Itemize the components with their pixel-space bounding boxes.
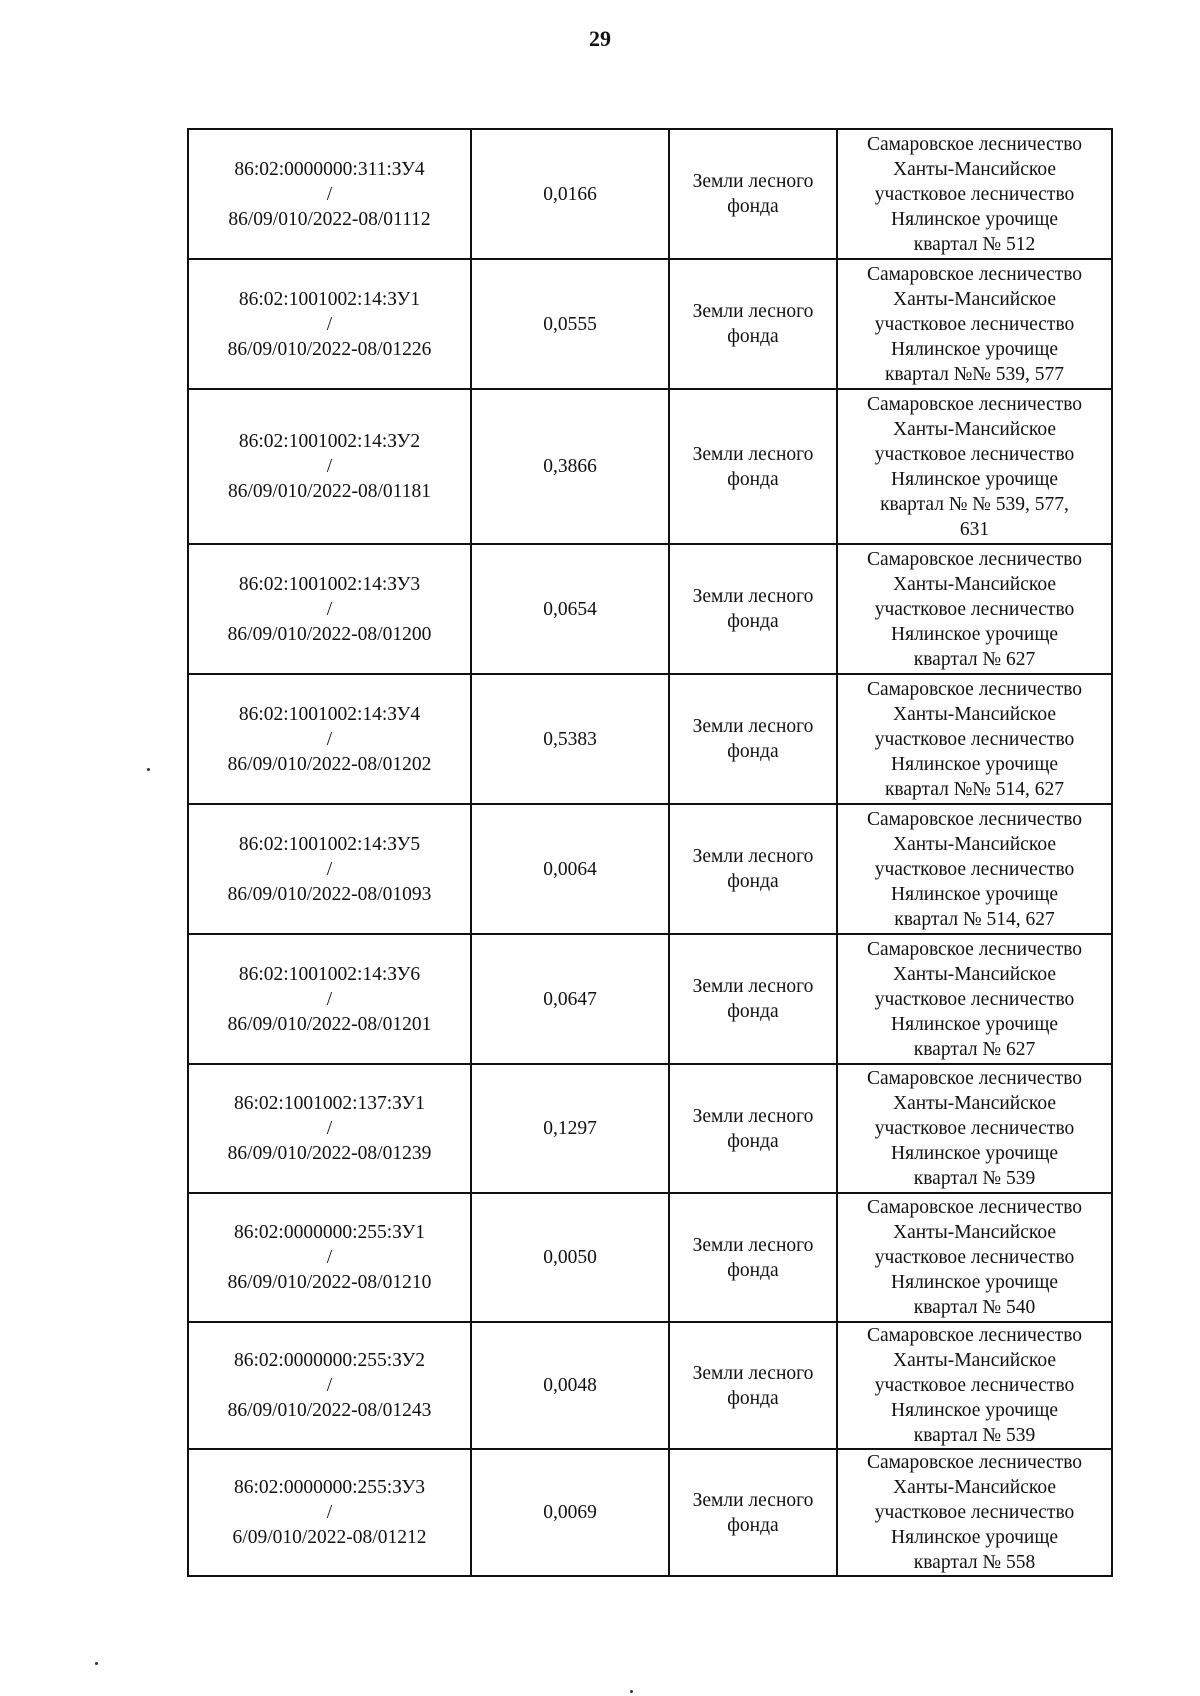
- page-number: 29: [589, 26, 611, 51]
- area-cell: 0,3866: [471, 389, 669, 544]
- registry-number: 86/09/010/2022-08/01226: [227, 338, 432, 360]
- cadastral-number: 86:02:1001002:137:ЗУ1: [233, 1093, 425, 1114]
- location-line: участковое лесничество: [874, 858, 1075, 880]
- location-line: участковое лесничество: [874, 1247, 1075, 1268]
- location-line: Самаровское лесничество: [866, 1197, 1083, 1218]
- area-cell: 0,0064: [471, 804, 669, 934]
- area-cell: 0,0166: [471, 129, 669, 259]
- location-line: квартал № 512: [913, 233, 1036, 255]
- cadastral-number: 86:02:1001002:14:ЗУ2: [238, 431, 421, 452]
- land-category-line: Земли лесного: [692, 976, 814, 997]
- location-line: квартал № 627: [913, 1038, 1036, 1060]
- location-line: Самаровское лесничество: [866, 133, 1083, 155]
- location-line: Ханты-Мансийское: [892, 1350, 1057, 1371]
- registry-number: 86/09/010/2022-08/01181: [228, 481, 431, 502]
- separator-slash: /: [326, 728, 333, 750]
- location-line: Самаровское лесничество: [866, 1068, 1083, 1089]
- cadastral-number-cell: [188, 674, 471, 804]
- location-cell: [837, 129, 1112, 259]
- location-cell: [837, 544, 1112, 674]
- location-line: Нялинское урочище: [891, 753, 1058, 775]
- land-category-cell: [669, 389, 837, 544]
- scan-speck: [147, 768, 150, 771]
- location-line: Самаровское лесничество: [866, 678, 1083, 700]
- location-cell: [837, 934, 1112, 1064]
- location-cell: [837, 804, 1112, 934]
- separator-slash: /: [326, 313, 333, 335]
- land-category-line: Земли лесного: [692, 1234, 814, 1256]
- separator-slash: /: [326, 1375, 333, 1396]
- land-category-cell: [669, 934, 837, 1064]
- location-line: 631: [959, 518, 990, 540]
- separator-slash: /: [326, 456, 333, 477]
- location-line: Ханты-Мансийское: [892, 963, 1057, 985]
- location-line: Ханты-Мансийское: [892, 418, 1057, 440]
- location-line: квартал № 539: [913, 1425, 1036, 1446]
- land-category-line: фонда: [727, 611, 779, 632]
- area-cell: 0,0647: [471, 934, 669, 1064]
- table-row: [188, 674, 1112, 804]
- registry-number: 86/09/010/2022-08/01201: [227, 1013, 432, 1035]
- location-cell: [837, 1064, 1112, 1193]
- location-line: Самаровское лесничество: [866, 548, 1083, 570]
- area-cell: 0,0050: [471, 1193, 669, 1322]
- location-line: участковое лесничество: [874, 728, 1075, 750]
- land-category-cell: [669, 804, 837, 934]
- land-category-line: Земли лесного: [692, 1489, 814, 1511]
- land-category-cell: [669, 1449, 837, 1576]
- land-category-cell: [669, 1322, 837, 1449]
- area-cell: 0,5383: [471, 674, 669, 804]
- registry-number: 86/09/010/2022-08/01093: [227, 883, 432, 905]
- cadastral-number-cell: [188, 129, 471, 259]
- land-category-line: фонда: [727, 468, 779, 490]
- land-plots-table: [187, 128, 1113, 1577]
- registry-number: 86/09/010/2022-08/01202: [227, 753, 432, 775]
- location-line: Самаровское лесничество: [866, 263, 1083, 285]
- location-line: Ханты-Мансийское: [892, 158, 1057, 180]
- location-cell: [837, 259, 1112, 389]
- table-row: [188, 389, 1112, 544]
- table-row: [188, 934, 1112, 1064]
- location-line: квартал № 539: [913, 1168, 1036, 1189]
- cadastral-number-cell: [188, 934, 471, 1064]
- land-category-cell: [669, 674, 837, 804]
- cadastral-number: 86:02:0000000:255:ЗУ1: [233, 1222, 425, 1243]
- location-line: участковое лесничество: [874, 1375, 1075, 1396]
- location-cell: [837, 389, 1112, 544]
- land-category-line: фонда: [727, 1259, 779, 1281]
- cadastral-number-cell: [188, 544, 471, 674]
- land-category-line: фонда: [727, 741, 779, 762]
- location-line: участковое лесничество: [874, 183, 1075, 205]
- land-category-line: фонда: [727, 196, 779, 217]
- cadastral-number-cell: [188, 389, 471, 544]
- land-category-line: Земли лесного: [692, 1105, 814, 1127]
- land-category-line: фонда: [727, 1514, 779, 1536]
- location-line: Ханты-Мансийское: [892, 1093, 1057, 1114]
- table-row: [188, 804, 1112, 934]
- location-line: Нялинское урочище: [891, 338, 1058, 360]
- cadastral-number: 86:02:1001002:14:ЗУ4: [238, 703, 421, 725]
- area-cell: 0,0654: [471, 544, 669, 674]
- cadastral-number: 86:02:0000000:255:ЗУ2: [233, 1350, 425, 1371]
- cadastral-number-cell: [188, 1322, 471, 1449]
- location-line: Ханты-Мансийское: [892, 1477, 1057, 1498]
- location-line: Нялинское урочище: [891, 1013, 1058, 1035]
- separator-slash: /: [326, 1502, 333, 1523]
- location-line: Нялинское урочище: [891, 208, 1058, 230]
- location-line: квартал №№ 514, 627: [884, 778, 1065, 800]
- land-category-line: Земли лесного: [692, 301, 814, 322]
- location-line: участковое лесничество: [874, 988, 1075, 1010]
- location-cell: [837, 1193, 1112, 1322]
- location-line: квартал № 627: [913, 648, 1036, 670]
- registry-number: 86/09/010/2022-08/01243: [227, 1400, 432, 1421]
- table-row: [188, 1449, 1112, 1576]
- land-category-line: фонда: [727, 1001, 779, 1022]
- registry-number: 86/09/010/2022-08/01210: [227, 1272, 432, 1293]
- separator-slash: /: [326, 1118, 333, 1139]
- location-line: Самаровское лесничество: [866, 938, 1083, 960]
- separator-slash: /: [326, 183, 333, 205]
- land-category-line: фонда: [727, 1130, 779, 1152]
- scan-speck: [95, 1662, 98, 1665]
- location-line: участковое лесничество: [874, 1502, 1075, 1523]
- land-category-line: Земли лесного: [692, 443, 814, 465]
- cadastral-number-cell: [188, 804, 471, 934]
- land-category-line: фонда: [727, 326, 779, 347]
- location-line: Ханты-Мансийское: [892, 833, 1057, 855]
- separator-slash: /: [326, 858, 333, 880]
- registry-number: 6/09/010/2022-08/01212: [232, 1527, 427, 1548]
- cadastral-number-cell: [188, 1193, 471, 1322]
- land-category-line: Земли лесного: [692, 716, 814, 737]
- cadastral-number: 86:02:1001002:14:ЗУ5: [238, 833, 421, 855]
- cadastral-number-cell: [188, 1064, 471, 1193]
- area-cell: 0,0069: [471, 1449, 669, 1576]
- area-cell: 0,0048: [471, 1322, 669, 1449]
- land-category-line: Земли лесного: [692, 171, 814, 192]
- location-line: квартал № 514, 627: [894, 908, 1055, 930]
- table-row: [188, 544, 1112, 674]
- separator-slash: /: [326, 988, 333, 1010]
- land-category-cell: [669, 129, 837, 259]
- land-category-cell: [669, 259, 837, 389]
- table-row: [188, 1193, 1112, 1322]
- land-category-cell: [669, 1193, 837, 1322]
- cadastral-number-cell: [188, 1449, 471, 1576]
- registry-number: 86/09/010/2022-08/01112: [228, 208, 431, 230]
- land-category-line: фонда: [727, 1387, 779, 1409]
- separator-slash: /: [326, 1247, 333, 1268]
- registry-number: 86/09/010/2022-08/01200: [227, 623, 432, 645]
- table-row: [188, 1064, 1112, 1193]
- table-row: [188, 259, 1112, 389]
- cadastral-number: 86:02:0000000:311:ЗУ4: [234, 158, 425, 180]
- location-line: квартал №№ 539, 577: [884, 363, 1065, 385]
- location-line: Самаровское лесничество: [866, 393, 1083, 415]
- location-line: Ханты-Мансийское: [892, 573, 1057, 595]
- location-line: Нялинское урочище: [891, 1527, 1058, 1548]
- table-row: [188, 1322, 1112, 1449]
- area-cell: 0,1297: [471, 1064, 669, 1193]
- land-category-line: фонда: [727, 871, 779, 892]
- cadastral-number: 86:02:1001002:14:ЗУ3: [238, 573, 421, 595]
- location-line: квартал № 558: [913, 1552, 1036, 1573]
- table-body: [188, 129, 1112, 1576]
- location-line: участковое лесничество: [874, 443, 1075, 465]
- table-row: [188, 129, 1112, 259]
- cadastral-number: 86:02:1001002:14:ЗУ1: [238, 288, 421, 310]
- land-category-line: Земли лесного: [692, 1362, 814, 1384]
- location-line: квартал № 540: [913, 1297, 1036, 1318]
- location-line: квартал № № 539, 577,: [880, 493, 1069, 515]
- location-line: Ханты-Мансийское: [892, 1222, 1057, 1243]
- location-line: Нялинское урочище: [891, 1400, 1058, 1421]
- location-line: Нялинское урочище: [891, 468, 1058, 490]
- scan-speck: [630, 1690, 633, 1693]
- land-category-line: Земли лесного: [692, 846, 814, 867]
- registry-number: 86/09/010/2022-08/01239: [227, 1143, 432, 1164]
- location-line: Самаровское лесничество: [866, 808, 1083, 830]
- location-cell: [837, 1449, 1112, 1576]
- location-line: Ханты-Мансийское: [892, 288, 1057, 310]
- location-line: Самаровское лесничество: [866, 1325, 1083, 1346]
- land-category-cell: [669, 1064, 837, 1193]
- area-cell: 0,0555: [471, 259, 669, 389]
- location-line: Нялинское урочище: [891, 1143, 1058, 1164]
- location-line: участковое лесничество: [874, 313, 1075, 335]
- location-line: Ханты-Мансийское: [892, 703, 1057, 725]
- land-category-cell: [669, 544, 837, 674]
- location-line: участковое лесничество: [874, 598, 1075, 620]
- separator-slash: /: [326, 598, 333, 620]
- cadastral-number: 86:02:1001002:14:ЗУ6: [238, 963, 421, 985]
- land-category-line: Земли лесного: [692, 586, 814, 607]
- location-line: Нялинское урочище: [891, 883, 1058, 905]
- location-line: Нялинское урочище: [891, 623, 1058, 645]
- location-line: участковое лесничество: [874, 1118, 1075, 1139]
- cadastral-number-cell: [188, 259, 471, 389]
- location-cell: [837, 674, 1112, 804]
- location-line: Самаровское лесничество: [866, 1452, 1083, 1473]
- location-cell: [837, 1322, 1112, 1449]
- location-line: Нялинское урочище: [891, 1272, 1058, 1293]
- cadastral-number: 86:02:0000000:255:ЗУ3: [233, 1477, 425, 1498]
